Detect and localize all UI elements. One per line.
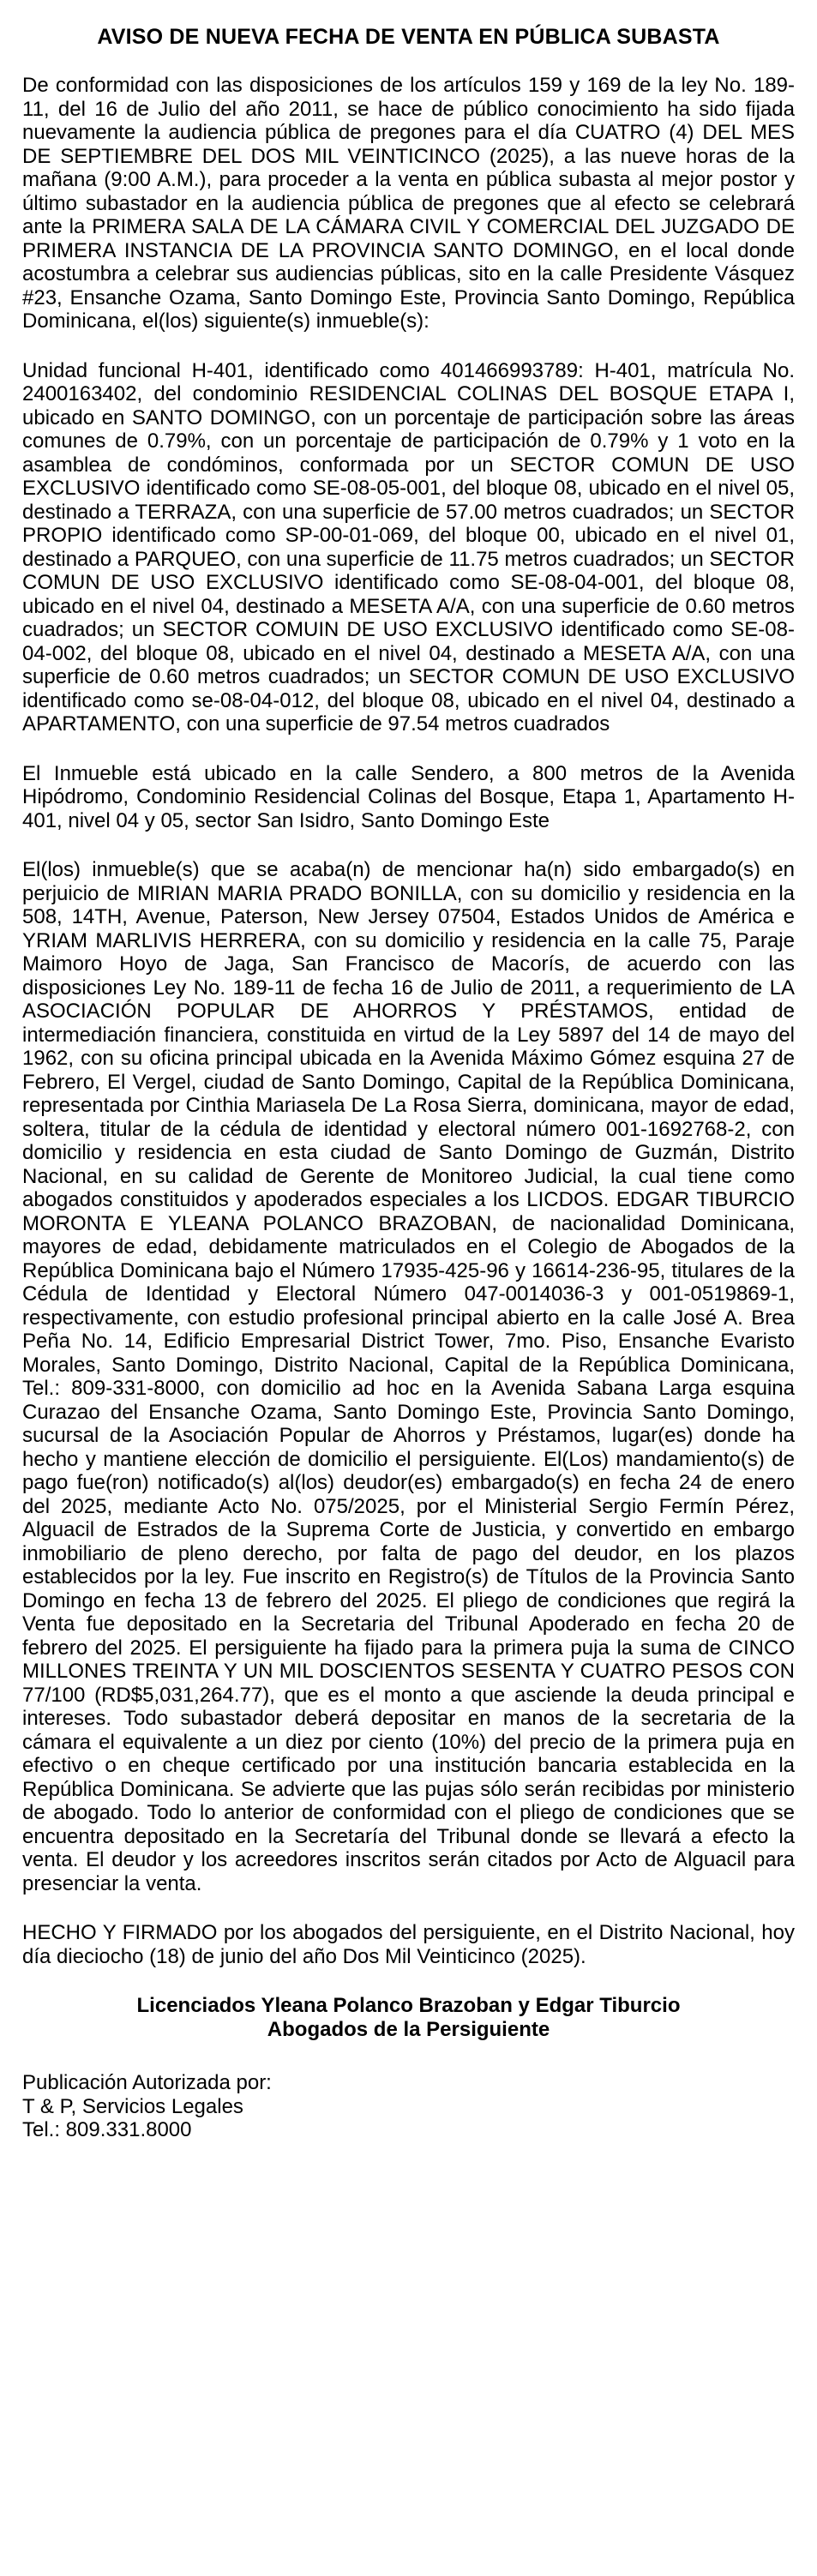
publication-authorized-label: Publicación Autorizada por: [22,2071,272,2094]
notice-paragraph-property-location: El Inmueble está ubicado en la calle Sendero, a 800 metros de la Avenida Hipódromo, Condominio Residencial Colinas del Bosque, Etapa 1, Apartamento H-401, nivel 04 y 05, sector San Isidro, Santo Domingo Este [22,761,795,832]
publication-company: T & P, Servicios Legales [22,2094,243,2118]
paragraph-gap [22,736,795,762]
notice-paragraph-signed: HECHO Y FIRMADO por los abogados del persiguiente, en el Distrito Nacional, hoy día dieciocho (18) de junio del año Dos Mil Veinticinco (2025). [22,1921,795,1968]
paragraph-gap [22,1895,795,1921]
notice-paragraph-property-description: Unidad funcional H-401, identificado como 401466993789: H-401, matrícula No. 2400163402, del condominio RESIDENCIAL COLINAS DEL BOSQUE ETAPA I, ubicado en SANTO DOMINGO, con un porcentaje de participación sobre las áreas comunes de 0.79%, con un porcentaje de participación de 0.79% y 1 voto en la asamblea de condóminos, conformada por un SECTOR COMUN DE USO EXCLUSIVO identificado como SE-08-05-001, del bloque 08, ubicado en el nivel 05, destinado a TERRAZA, con una superficie de 57.00 metros cuadrados; un SECTOR PROPIO identificado como SP-00-01-069, del bloque 00, ubicado en el nivel 01, destinado a PARQUEO, con una superficie de 11.75 metros cuadrados; un SECTOR COMUN DE USO EXCLUSIVO identificado como SE-08-04-001, del bloque 08, ubicado en el nivel 04, destinado a MESETA A/A, con una superficie de 0.60 metros cuadrados; un SECTOR COMUIN DE USO EXCLUSIVO identificado como SE-08-04-002, del bloque 08, ubicado en el nivel 04, destinado a MESETA A/A, con una superficie de 0.60 metros cuadrados; un SECTOR COMUN DE USO EXCLUSIVO identificado como se-08-04-012, del bloque 08, ubicado en el nivel 04, destinado a APARTAMENTO, con una superficie de 97.54 metros cuadrados [22,358,795,736]
paragraph-gap [22,832,795,858]
signature-block [22,1994,795,2042]
publication-phone: Tel.: 809.331.8000 [22,2118,192,2141]
signature-lawyers: Licenciados Yleana Polanco Brazoban y Edgar Tiburcio [136,1994,681,2017]
signature-role: Abogados de la Persiguiente [267,2018,550,2041]
notice-paragraph-seizure-details: El(los) inmueble(s) que se acaba(n) de mencionar ha(n) sido embargado(s) en perjuicio de MIRIAN MARIA PRADO BONILLA, con su domicilio y residencia en la 508, 14TH, Avenue, Paterson, New Jersey 07504, Estados Unidos de América e YRIAM MARLIVIS HERRERA, con su domicilio y residencia en la calle 75, Paraje Maimoro Hoyo de Jaga, San Francisco de Macorís, de acuerdo con las disposiciones Ley No. 189-11 de fecha 16 de Julio de 2011, a requerimiento de LA ASOCIACIÓN POPULAR DE AHORROS Y PRÉSTAMOS, entidad de intermediación financiera, constituida en virtud de la Ley 5897 del 14 de mayo del 1962, con su oficina principal ubicada en la Avenida Máximo Gómez esquina 27 de Febrero, El Vergel, ciudad de Santo Domingo, Capital de la República Dominicana, representada por Cinthia Mariasela De La Rosa Sierra, dominicana, mayor de edad, soltera, titular de la cédula de identidad y electoral número 001-1692768-2, con domicilio y residencia en esta ciudad de Santo Domingo de Guzmán, Distrito Nacional, en su calidad de Gerente de Monitoreo Judicial, la cual tiene como abogados constituidos y apoderados especiales a los LICDOS. EDGAR TIBURCIO MORONTA E YLEANA POLANCO BRAZOBAN, de nacionalidad Dominicana, mayores de edad, debidamente matriculados en el Colegio de Abogados de la República Dominicana bajo el Número 17935-425-96 y 16614-236-95, titulares de la Cédula de Identidad y Electoral Número 047-0014036-3 y 001-0519869-1, respectivamente, con estudio profesional principal abierto en la calle José A. Brea Peña No. 14, Edificio Empresarial District Tower, 7mo. Piso, Ensanche Evaristo Morales, Santo Domingo, Distrito Nacional, Capital de la República Dominicana, Tel.: 809-331-8000, con domicilio ad hoc en la Avenida Sabana Larga esquina Curazao del Ensanche Ozama, Santo Domingo Este, Provincia Santo Domingo, sucursal de la Asociación Popular de Ahorros y Préstamos, lugar(es) donde ha hecho y mantiene elección de domicilio el persiguiente. El(Los) mandamiento(s) de pago fue(ron) notificado(s) al(los) deudor(es) embargado(s) en fecha 24 de enero del 2025, mediante Acto No. 075/2025, por el Ministerial Sergio Fermín Pérez, Alguacil de Estrados de la Suprema Corte de Justicia, y convertido en embargo inmobiliario de pleno derecho, por falta de pago del deudor, en los plazos establecidos por la ley. Fue inscrito en Registro(s) de Títulos de la Provincia Santo Domingo en fecha 13 de febrero del 2025. El pliego de condiciones que regirá la Venta fue depositado en la Secretaria del Tribunal Apoderado en fecha 20 de febrero del 2025. El persiguiente ha fijado para la primera puja la suma de CINCO MILLONES TREINTA Y UN MIL DOSCIENTOS SESENTA Y CUATRO PESOS CON 77/100 (RD$5,031,264.77), que es el monto a que asciende la deuda principal e intereses. Todo subastador deberá depositar en manos de la secretaria de la cámara el equivalente a un diez por ciento (10%) del precio de la primera puja en efectivo o en cheque certificado por una institución bancaria establecida en la República Dominicana. Se advierte que las pujas sólo serán recibidas por ministerio de abogado. Todo lo anterior de conformidad con el pliego de condiciones que se encuentra depositado en la Secretaría del Tribunal donde se llevará a efecto la venta. El deudor y los acreedores inscritos serán citados por Acto de Alguacil para presenciar la venta. [22,858,795,1895]
notice-paragraph-intro: De conformidad con las disposiciones de los artículos 159 y 169 de la ley No. 189-11, del 16 de Julio del año 2011, se hace de público conocimiento ha sido fijada nuevamente la audiencia pública de pregones para el día CUATRO (4) DEL MES DE SEPTIEMBRE DEL DOS MIL VEINTICINCO (2025), a las nueve horas de la mañana (9:00 A.M.), para proceder a la venta en pública subasta al mejor postor y último subastador en la audiencia pública de pregones que al efecto se celebrará ante la PRIMERA SALA DE LA CÁMARA CIVIL Y COMERCIAL DEL JUZGADO DE PRIMERA INSTANCIA DE LA PROVINCIA SANTO DOMINGO, en el local donde acostumbra a celebrar sus audiencias públicas, sito en la calle Presidente Vásquez #23, Ensanche Ozama, Santo Domingo Este, Provincia Santo Domingo, República Dominicana, el(los) siguiente(s) inmueble(s): [22,74,795,333]
paragraph-gap [22,333,795,359]
notice-title: AVISO DE NUEVA FECHA DE VENTA EN PÚBLICA SUBASTA [97,25,720,49]
publication-block [22,2071,795,2142]
